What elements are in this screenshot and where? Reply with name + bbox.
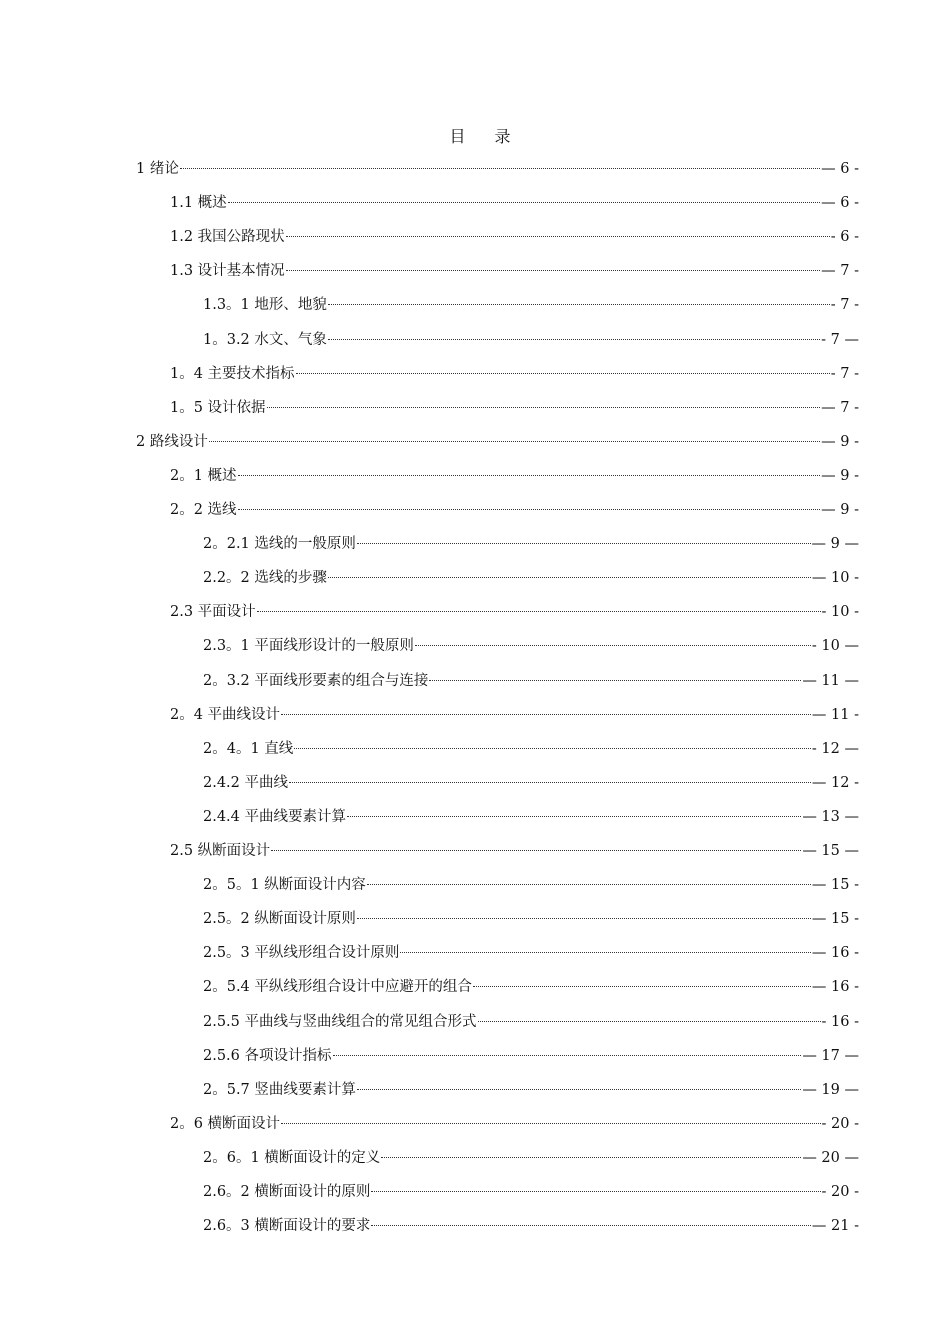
- dot-leader: [180, 168, 820, 169]
- toc-entry[interactable]: [203, 1215, 859, 1237]
- toc-entry[interactable]: [203, 806, 859, 828]
- toc-entry-label: 2.5 纵断面设计: [170, 843, 271, 859]
- toc-entry-label: 2 路线设计: [136, 433, 208, 450]
- toc-entry[interactable]: [170, 1113, 859, 1135]
- dot-leader: [267, 407, 821, 408]
- toc-entry-page: — 21 -: [811, 1218, 859, 1235]
- toc-entry[interactable]: [136, 158, 859, 180]
- dot-leader: [333, 1055, 802, 1056]
- dot-leader: [478, 1021, 821, 1022]
- toc-entry-page: — 11 -: [811, 706, 859, 723]
- toc-entry[interactable]: [203, 1011, 859, 1033]
- toc-entry-page: - 16 -: [821, 1013, 859, 1030]
- dot-leader: [328, 304, 830, 305]
- toc-entry[interactable]: [170, 465, 859, 487]
- toc-entry-page: — 16 -: [811, 945, 859, 962]
- toc-entry-label: 1.3。1 地形、地貌: [203, 297, 327, 314]
- toc-entry-page: — 9 -: [821, 467, 859, 484]
- toc-entry[interactable]: [170, 704, 859, 726]
- toc-entry[interactable]: [203, 533, 859, 555]
- toc-entry-label: 2.5。3 平纵线形组合设计原则: [203, 945, 400, 962]
- toc-entry[interactable]: [203, 1045, 859, 1067]
- dot-leader: [367, 884, 811, 885]
- dot-leader: [281, 714, 811, 715]
- dot-leader: [371, 1191, 820, 1192]
- toc-entry-label: 2。1 概述: [170, 467, 237, 484]
- toc-entry-page: — 9 -: [821, 433, 859, 450]
- dot-leader: [328, 577, 811, 578]
- dot-leader: [294, 748, 811, 749]
- dot-leader: [415, 645, 811, 646]
- dot-leader: [238, 475, 821, 476]
- toc-entry-label: 1 绪论: [136, 161, 179, 177]
- toc-entry-page: — 19 —: [802, 1081, 859, 1098]
- toc-entry[interactable]: [203, 635, 859, 657]
- toc-entry-label: 2。2.1 选线的一般原则: [203, 536, 356, 553]
- toc-entry-page: — 6 -: [821, 195, 859, 212]
- toc-entry-page: — 12 -: [811, 774, 859, 791]
- toc-entry-page: - 12 —: [811, 740, 859, 757]
- dot-leader: [371, 1225, 811, 1226]
- toc-entry-label: 2.6。3 横断面设计的要求: [203, 1218, 371, 1235]
- toc-entry-page: - 7 -: [830, 365, 859, 382]
- toc-entry-label: 2。5.7 竖曲线要素计算: [203, 1081, 356, 1098]
- toc-entry-label: 1.3 设计基本情况: [170, 263, 285, 280]
- dot-leader: [238, 509, 821, 510]
- toc-entry[interactable]: [170, 397, 859, 419]
- dot-leader: [257, 611, 821, 612]
- toc-entry-label: 2。5。1 纵断面设计内容: [203, 877, 366, 894]
- toc-entry[interactable]: [170, 840, 859, 862]
- toc-entry-page: - 20 -: [821, 1184, 859, 1200]
- toc-entry-label: 2。5.4 平纵线形组合设计中应避开的组合: [203, 979, 472, 996]
- dot-leader: [473, 986, 811, 987]
- toc-entry-page: - 6 -: [830, 229, 859, 246]
- toc-entry-page: — 15 -: [811, 877, 859, 894]
- dot-leader: [347, 816, 801, 817]
- toc-entry-label: 1.1 概述: [170, 195, 227, 212]
- dot-leader: [281, 1123, 820, 1124]
- toc-entry-page: — 17 —: [802, 1047, 859, 1064]
- dot-leader: [286, 236, 830, 237]
- toc-entry-label: 2.6。2 横断面设计的原则: [203, 1184, 371, 1200]
- dot-leader: [289, 782, 811, 783]
- toc-entry[interactable]: [203, 908, 859, 930]
- toc-entry-label: 1。5 设计依据: [170, 399, 266, 416]
- toc-title: 目 录: [449, 127, 523, 146]
- dot-leader: [381, 1157, 801, 1158]
- toc-entry-page: — 9 -: [821, 502, 859, 518]
- toc-entry[interactable]: [203, 1181, 859, 1203]
- toc-entry[interactable]: [203, 670, 859, 692]
- toc-entry-page: — 16 -: [811, 979, 859, 996]
- toc-entry[interactable]: [170, 192, 859, 214]
- toc-entry[interactable]: [170, 601, 859, 623]
- toc-entry[interactable]: [203, 976, 859, 998]
- toc-entry-label: 1。4 主要技术指标: [170, 365, 295, 382]
- toc-entry-label: 2.5.5 平曲线与竖曲线组合的常见组合形式: [203, 1013, 477, 1030]
- toc-entry[interactable]: [136, 431, 859, 453]
- toc-entry-label: 2。3.2 平面线形要素的组合与连接: [203, 672, 429, 689]
- toc-entry-label: 2.5.6 各项设计指标: [203, 1047, 332, 1064]
- toc-entry-page: — 10 -: [811, 570, 859, 587]
- dot-leader: [429, 680, 801, 681]
- toc-entry-page: — 11 —: [802, 672, 859, 689]
- dot-leader: [357, 1089, 801, 1090]
- toc-entry[interactable]: [170, 226, 859, 248]
- dot-leader: [228, 202, 820, 203]
- toc-entry[interactable]: [203, 942, 859, 964]
- toc-entry-label: 2。6 横断面设计: [170, 1115, 281, 1132]
- toc-entry-page: - 7 —: [821, 331, 859, 348]
- toc-entry[interactable]: [203, 874, 859, 896]
- toc-entry-page: — 9 —: [811, 536, 859, 553]
- dot-leader: [328, 339, 820, 340]
- toc-entry-label: 2.2。2 选线的步骤: [203, 570, 327, 587]
- toc-entry-label: 2.3 平面设计: [170, 604, 256, 621]
- toc-entry-label: 2。6。1 横断面设计的定义: [203, 1149, 381, 1166]
- toc-entry[interactable]: [170, 363, 859, 385]
- toc-entry[interactable]: [170, 260, 859, 282]
- dot-leader: [296, 373, 830, 374]
- toc-entry[interactable]: [203, 1147, 859, 1169]
- dot-leader: [209, 441, 820, 442]
- toc-entry-label: 2.5。2 纵断面设计原则: [203, 911, 356, 928]
- dot-leader: [286, 270, 820, 271]
- toc-entry-page: — 13 —: [802, 808, 859, 825]
- toc-entry-page: — 15 —: [802, 843, 859, 859]
- toc-entry-page: — 7 -: [821, 263, 859, 280]
- toc-entry-page: - 10 -: [821, 604, 859, 621]
- dot-leader: [357, 918, 811, 919]
- toc-entry-label: 2。4 平曲线设计: [170, 706, 281, 723]
- toc-entry-label: 2.4.2 平曲线: [203, 774, 289, 791]
- toc-entry[interactable]: [203, 738, 859, 760]
- toc-entry-page: - 7 -: [830, 297, 859, 314]
- toc-entry-label: 2.3。1 平面线形设计的一般原则: [203, 638, 414, 655]
- toc-entry-label: 1.2 我国公路现状: [170, 229, 285, 246]
- toc-entry[interactable]: [203, 329, 859, 351]
- toc-entry-page: - 10 —: [811, 638, 859, 655]
- toc-entry-label: 2。4。1 直线: [203, 740, 294, 757]
- toc-entry-page: - 20 -: [821, 1115, 859, 1132]
- dot-leader: [400, 952, 811, 953]
- toc-entry[interactable]: [203, 1079, 859, 1101]
- toc-entry-page: — 20 —: [802, 1149, 859, 1166]
- dot-leader: [357, 543, 811, 544]
- toc-entry[interactable]: [203, 294, 859, 316]
- toc-entry-label: 2。2 选线: [170, 502, 237, 518]
- toc-entry[interactable]: [203, 772, 859, 794]
- toc-entry[interactable]: [203, 567, 859, 589]
- toc-entry-page: — 7 -: [821, 399, 859, 416]
- toc-entry-label: 1。3.2 水文、气象: [203, 331, 327, 348]
- toc-entry-label: 2.4.4 平曲线要素计算: [203, 808, 347, 825]
- toc-entry-page: — 15 -: [811, 911, 859, 928]
- toc-entry[interactable]: [170, 499, 859, 521]
- toc-entry-page: — 6 -: [821, 161, 859, 177]
- dot-leader: [271, 850, 801, 851]
